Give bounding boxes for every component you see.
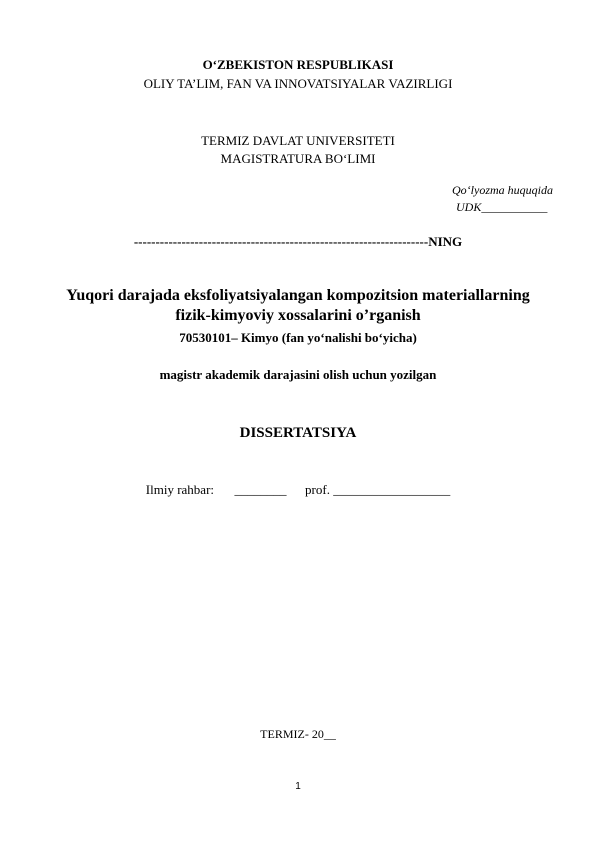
supervisor-prof-field: prof. __________________ bbox=[305, 482, 451, 497]
page-number: 1 bbox=[295, 781, 301, 792]
author-line: --------------------------------------------------------------------NING bbox=[133, 234, 463, 249]
ministry-heading: OLIY TA’LIM, FAN VA INNOVATSIYALAR VAZIRLIGI bbox=[143, 76, 453, 91]
department-heading: MAGISTRATURA BO‘LIMI bbox=[220, 151, 376, 166]
degree-purpose: magistr akademik darajasini olish uchun yozilgan bbox=[159, 367, 437, 382]
specialty-code: 70530101– Kimyo (fan yo‘nalishi bo‘yicha) bbox=[179, 330, 417, 345]
university-heading: TERMIZ DAVLAT UNIVERSITETI bbox=[201, 133, 395, 148]
supervisor-name-blank: ________ bbox=[234, 482, 287, 497]
thesis-title-line-2: fizik-kimyoviy xossalarini o’rganish bbox=[175, 307, 421, 324]
republic-heading: O‘ZBEKISTON RESPUBLIKASI bbox=[202, 57, 394, 72]
thesis-title-line-1: Yuqori darajada eksfoliyatsiyalangan kompozitsion materiallarning bbox=[66, 287, 530, 304]
supervisor-line bbox=[0, 482, 596, 498]
udk-field: UDK___________ bbox=[456, 200, 548, 214]
place-year: TERMIZ- 20__ bbox=[260, 727, 336, 741]
manuscript-rights-note: Qo‘lyozma huquqida bbox=[452, 183, 553, 197]
document-type: DISSERTATSIYA bbox=[239, 425, 357, 441]
supervisor-label: Ilmiy rahbar: bbox=[145, 482, 215, 497]
